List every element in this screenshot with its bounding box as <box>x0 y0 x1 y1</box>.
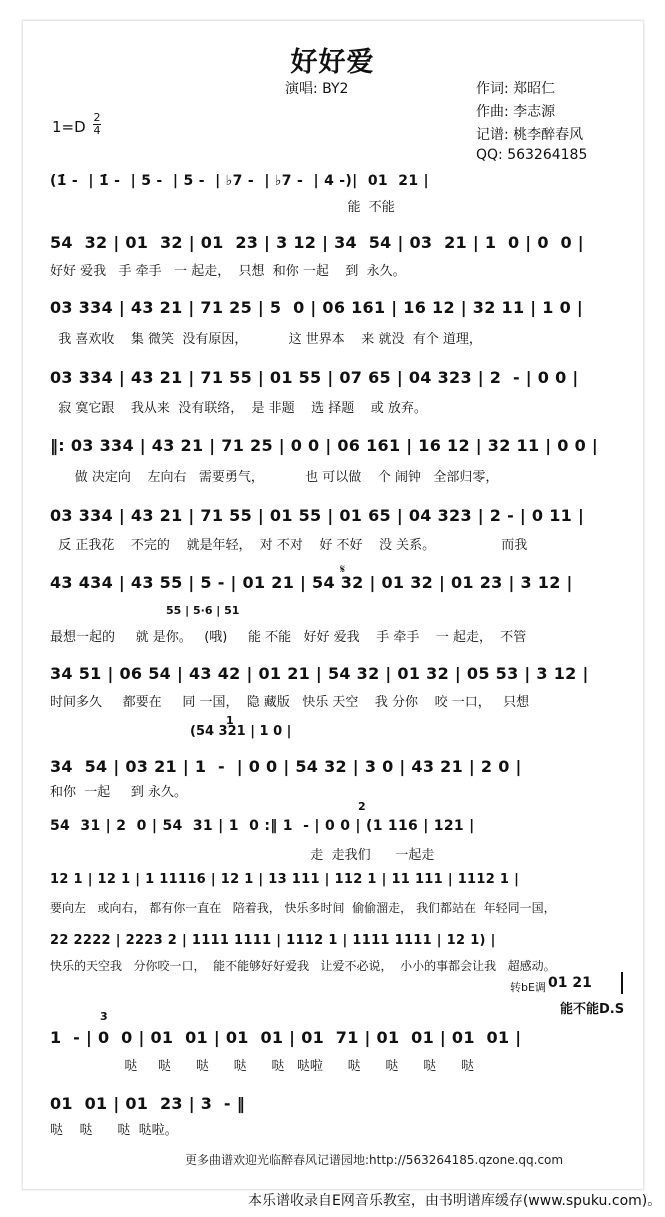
song-title: 好好爱 <box>290 47 375 78</box>
score-line: 34 51 | 06 54 | 43 42 | 01 21 | 54 32 | 01 32 | 05 53 | 3 12 | <box>50 664 589 683</box>
composer: 作曲: 李志源 <box>476 104 556 120</box>
score-line: 22 2222 | 2223 2 | 1111 1111 | 1112 1 | 1111 1111 | 12 1) | <box>50 933 496 948</box>
score-line: ‖: 03 334 | 43 21 | 71 25 | 0 0 | 06 161 | 16 12 | 32 11 | 0 0 | <box>50 436 599 455</box>
ending-1-label: 1 <box>226 714 234 727</box>
ds-marker: 能不能D.S <box>560 1002 625 1017</box>
score-line: 01 01 | 01 23 | 3 - ‖ <box>50 1094 245 1113</box>
score-line: 03 334 | 43 21 | 71 55 | 01 55 | 07 65 | 04 323 | 2 - | 0 0 | <box>50 368 579 387</box>
score-line: (1̇ - | 1̇ - | 5 - | 5 - | ♭7 - | ♭7 - | 4 -)| 01 21 | <box>50 173 429 189</box>
segno-icon: 𝄋 <box>340 562 346 576</box>
time-numerator: 2 <box>93 111 101 124</box>
lyric-line: 走 走我们 一起走 <box>50 848 435 863</box>
score-line: 34 54 | 03 21 | 1 - | 0 0 | 54 32 | 3 0 | 43 21 | 2 0 | <box>50 757 522 776</box>
ending-2-label: 2 <box>358 800 366 813</box>
key-change-notes: 01 21 <box>548 975 592 991</box>
alternate-notes: 55 | 5·6 | 51 <box>166 604 240 617</box>
lyric-line: 哒 哒 哒 哒啦。 <box>50 1123 178 1138</box>
key-signature: 1=D <box>52 118 86 136</box>
lyricist: 作词: 郑昭仁 <box>476 81 556 97</box>
lyric-line: 和你 一起 到 永久。 <box>50 785 188 800</box>
qq-number: QQ: 563264185 <box>476 147 588 163</box>
alternate-notes: (54 321 | 1 0 | <box>190 724 292 739</box>
key-change-label: 转bE调 <box>510 981 546 994</box>
time-signature <box>93 112 101 137</box>
lyric-line: 好好 爱我 手 牵手 一 起走， 只想 和你 一起 到 永久。 <box>50 264 406 279</box>
score-line: 03 334 | 43 21 | 71 55 | 01 55 | 01 65 | 04 323 | 2 - | 0 11 | <box>50 506 585 525</box>
score-line: 12 1 | 12 1 | 1 11116 | 12 1 | 13 111 | 112 1 | 11 111 | 1112 1 | <box>50 872 520 887</box>
lyric-line: 快乐的天空我 分你咬一口， 能不能够好好爱我 让爱不必说， 小小的事都会让我 超感动。 <box>50 959 556 973</box>
lyric-line: 要向左 或向右， 都有你一直在 陪着我， 快乐多时间 偷偷溜走， 我们都站在 年轻同一国， <box>50 901 556 915</box>
transcriber: 记谱: 桃李醉春风 <box>476 127 584 143</box>
lyric-line: 时间多久 都要在 同 一国， 隐 藏版 快乐 天空 我 分你 咬 一口， 只想 <box>50 695 530 710</box>
lyric-line: 寂 寞它跟 我从来 没有联络， 是 非题 选 择题 或 放弃。 <box>50 401 427 416</box>
lyric-line: 能 不能 <box>50 200 395 215</box>
ending-3-label: 3 <box>100 1010 108 1023</box>
lyric-line: 哒 哒 哒 哒 哒 哒啦 哒 哒 哒 哒 <box>50 1059 474 1074</box>
double-barline <box>621 972 623 994</box>
source-note: 本乐谱收录自E网音乐教室，由书明谱库缓存(www.spuku.com)。 <box>248 1193 662 1209</box>
score-line: 1 - | 0 0 | 01 01 | 01 01 | 01 71 | 01 01 | 01 01 | <box>50 1028 522 1047</box>
score-line: 03 334 | 43 21 | 71 25 | 5 0 | 06 161 | 16 12 | 32 11 | 1 0 | <box>50 298 584 317</box>
lyric-line: 反 正我花 不完的 就是年轻， 对 不对 好 不好 没 关系。 而我 <box>50 538 528 553</box>
lyric-line: 做 决定向 左向右 需要勇气， 也 可以做 个 闹钟 全部归零， <box>50 470 499 485</box>
footer-link-text: 更多曲谱欢迎光临醉春风记谱园地:http://563264185.qzone.qq.com <box>185 1153 564 1167</box>
time-denominator: 4 <box>93 124 101 137</box>
singer: 演唱: BY2 <box>285 81 349 97</box>
score-line: 54 31 | 2 0 | 54 31 | 1 0 :‖ 1 - | 0 0 | (1 116 | 121 | <box>50 818 475 834</box>
lyric-line: 最想一起的 就 是你。 (哦) 能 不能 好好 爱我 手 牵手 一 起走， 不管 <box>50 630 527 645</box>
score-line: 54 32 | 01 32 | 01 23 | 3 12 | 34 54 | 03 21 | 1 0 | 0 0 | <box>50 233 584 252</box>
lyric-line: 我 喜欢收 集 微笑 没有原因， 这 世界本 来 就没 有个 道理， <box>50 332 482 347</box>
score-line: 43 434 | 43 55 | 5 - | 01 21 | 54 32 | 01 32 | 01 23 | 3 12 | <box>50 573 573 592</box>
